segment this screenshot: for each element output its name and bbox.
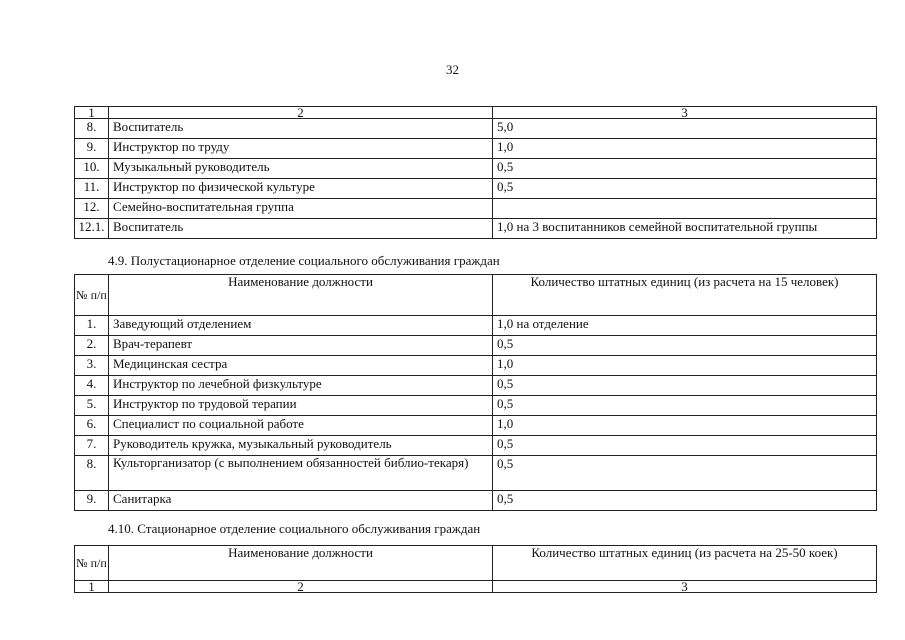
- table-row: [75, 416, 877, 436]
- header-quantity-text: Количество штатных единиц (из расчета на 25-50 коек): [531, 545, 838, 560]
- header-position: [109, 275, 493, 316]
- staff-table-semi-stationary: [74, 274, 877, 511]
- row-number: 12.: [75, 199, 109, 219]
- position-name: Инструктор по трудовой терапии: [109, 396, 493, 416]
- header-number-text: № п/п: [76, 556, 107, 570]
- row-number: 11.: [75, 179, 109, 199]
- column-number: 3: [493, 581, 877, 593]
- position-name: Санитарка: [109, 491, 493, 511]
- staff-quantity: 0,5: [493, 436, 877, 456]
- row-number: 4.: [75, 376, 109, 396]
- row-number: 2.: [75, 336, 109, 356]
- column-number: 3: [493, 107, 877, 119]
- table-row: [75, 396, 877, 416]
- table-row: [75, 376, 877, 396]
- staff-table-stationary: [74, 545, 877, 593]
- position-name: Специалист по социальной работе: [109, 416, 493, 436]
- table-row: [75, 199, 877, 219]
- position-name: Руководитель кружка, музыкальный руководитель: [109, 436, 493, 456]
- header-position-text: Наименование должности: [228, 274, 373, 289]
- row-number: 10.: [75, 159, 109, 179]
- staff-table-continued: [74, 106, 877, 239]
- staff-quantity: 0,5: [493, 159, 877, 179]
- column-number: 2: [109, 581, 493, 593]
- table-row: [75, 356, 877, 376]
- position-name: Инструктор по лечебной физкультуре: [109, 376, 493, 396]
- table-row: [75, 336, 877, 356]
- row-number: 12.1.: [75, 219, 109, 239]
- header-quantity: [493, 275, 877, 316]
- row-number: 7.: [75, 436, 109, 456]
- staff-quantity: 0,5: [493, 456, 877, 491]
- table-row: [75, 219, 877, 239]
- table-header-row: [75, 275, 877, 316]
- staff-quantity: 1,0: [493, 416, 877, 436]
- header-position: [109, 546, 493, 581]
- table-row: [75, 456, 877, 491]
- row-number: 1.: [75, 316, 109, 336]
- staff-quantity: 0,5: [493, 376, 877, 396]
- row-number: 8.: [75, 119, 109, 139]
- row-number: 8.: [75, 456, 109, 491]
- staff-quantity: 5,0: [493, 119, 877, 139]
- staff-quantity: 1,0 на 3 воспитанников семейной воспитательной группы: [493, 219, 877, 239]
- section-heading-stationary: 4.10. Стационарное отделение социального обслуживания граждан: [108, 521, 481, 536]
- table-row: [75, 119, 877, 139]
- table-row: [75, 159, 877, 179]
- row-number: 9.: [75, 139, 109, 159]
- staff-quantity: 0,5: [493, 179, 877, 199]
- table-header-row: [75, 546, 877, 581]
- row-number: 3.: [75, 356, 109, 376]
- table-row: [75, 316, 877, 336]
- column-number-row: [75, 581, 877, 593]
- row-number: 6.: [75, 416, 109, 436]
- row-number: 5.: [75, 396, 109, 416]
- row-number: 9.: [75, 491, 109, 511]
- staff-quantity: 0,5: [493, 491, 877, 511]
- table-row: [75, 179, 877, 199]
- position-name: Врач-терапевт: [109, 336, 493, 356]
- staff-quantity: 1,0: [493, 139, 877, 159]
- staff-quantity: 1,0 на отделение: [493, 316, 877, 336]
- header-quantity-text: Количество штатных единиц (из расчета на 15 человек): [530, 274, 839, 289]
- staff-quantity: 0,5: [493, 396, 877, 416]
- header-number-text: № п/п: [76, 288, 107, 302]
- table-row: [75, 436, 877, 456]
- position-name: Инструктор по физической культуре: [109, 179, 493, 199]
- column-number: 2: [109, 107, 493, 119]
- position-name: Медицинская сестра: [109, 356, 493, 376]
- staff-quantity: 0,5: [493, 336, 877, 356]
- table-row: [75, 491, 877, 511]
- column-number-row: [75, 107, 877, 119]
- position-name: Воспитатель: [109, 219, 493, 239]
- position-name: Заведующий отделением: [109, 316, 493, 336]
- header-quantity: [493, 546, 877, 581]
- position-name: Культорганизатор (с выполнением обязанностей библио-текаря): [109, 456, 493, 491]
- header-number: [75, 546, 109, 581]
- position-name: Музыкальный руководитель: [109, 159, 493, 179]
- header-number: [75, 275, 109, 316]
- position-name: Инструктор по труду: [109, 139, 493, 159]
- column-number: 1: [75, 581, 109, 593]
- table-row: [75, 139, 877, 159]
- position-name: Семейно-воспитательная группа: [109, 199, 493, 219]
- staff-quantity: [493, 199, 877, 219]
- section-heading-semi-stationary: 4.9. Полустационарное отделение социального обслуживания граждан: [108, 253, 500, 268]
- page-number: 32: [446, 62, 459, 77]
- column-number: 1: [75, 107, 109, 119]
- position-name: Воспитатель: [109, 119, 493, 139]
- staff-quantity: 1,0: [493, 356, 877, 376]
- header-position-text: Наименование должности: [228, 545, 373, 560]
